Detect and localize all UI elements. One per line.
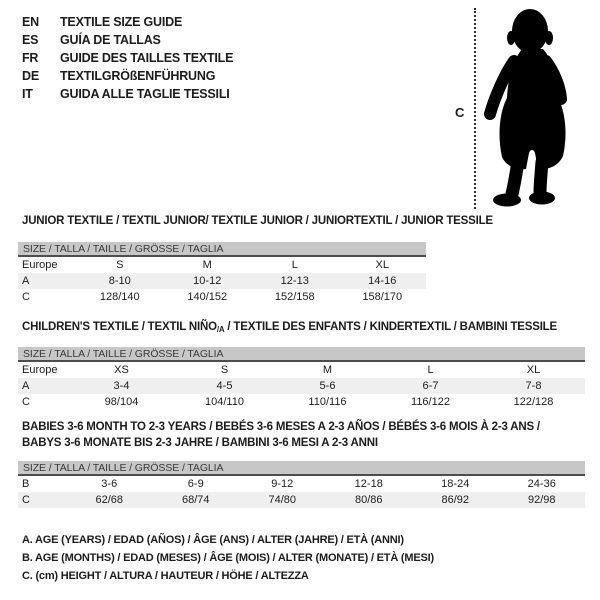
row-label: B: [22, 478, 30, 490]
language-code: FR: [22, 51, 39, 65]
table-row: [18, 273, 426, 289]
table-row: [18, 289, 426, 305]
table-cell: L: [291, 259, 298, 271]
table-cell: 110/116: [308, 396, 347, 408]
language-row-fr: [22, 49, 233, 67]
junior-section-title: JUNIOR TEXTILE / TEXTIL JUNIOR/ TEXTILE JUNIOR / JUNIORTEXTIL / JUNIOR TESSILE: [22, 215, 493, 227]
table-cell: 3-6: [101, 478, 118, 490]
table-cell: XL: [526, 364, 541, 376]
table-cell: 140/152: [187, 291, 228, 303]
language-label: GUIDA ALLE TAGLIE TESSILI: [60, 87, 230, 101]
table-cell: 3-4: [113, 380, 130, 392]
table-cell: 152/158: [274, 291, 315, 303]
legend-line-c: C. (cm) HEIGHT / ALTURA / HAUTEUR / HÖHE / ALTEZZA: [22, 570, 309, 582]
table-cell: M: [202, 259, 212, 271]
table-cell: XL: [375, 259, 389, 271]
table-cell: 9-12: [271, 478, 294, 490]
baby-silhouette-icon: [480, 4, 576, 209]
table-cell: S: [116, 259, 124, 271]
row-label: C: [22, 396, 30, 408]
table-cell: M: [322, 364, 333, 376]
language-code: DE: [22, 69, 39, 83]
children-title-pre: CHILDREN'S TEXTILE / TEXTIL NIÑO: [22, 321, 217, 333]
table-cell: 128/140: [99, 291, 140, 303]
table-cell: 68/74: [181, 494, 210, 506]
table-cell: 86/92: [441, 494, 470, 506]
table-cell: 12-18: [354, 478, 383, 490]
language-row-de: [22, 67, 233, 85]
language-row-en: [22, 13, 233, 31]
children-size-table: [18, 347, 585, 410]
table-cell: 62/68: [95, 494, 124, 506]
children-section-title: [22, 321, 557, 334]
legend: [22, 531, 434, 585]
children-title-post: / TEXTILE DES ENFANTS / KINDERTEXTIL / BAMBINI TESSILE: [224, 321, 557, 333]
junior-size-table: [18, 242, 426, 305]
table-cell: 4-5: [216, 380, 233, 392]
language-label: GUÍA DE TALLAS: [60, 33, 161, 47]
table-cell: 122/128: [513, 396, 554, 408]
children-size-header-bar: SIZE / TALLA / TAILLE / GRÖSSE / TAGLIA: [18, 347, 585, 362]
children-title-sub: /A: [216, 325, 225, 334]
babies-title-line1: BABIES 3-6 MONTH TO 2-3 YEARS / BEBÉS 3-6 MESES A 2-3 AÑOS / BÉBÉS 3-6 MOIS À 2-3 ANS /: [22, 421, 540, 433]
language-code: ES: [22, 33, 39, 47]
table-cell: L: [427, 364, 434, 376]
babies-section-title: [22, 419, 540, 451]
babies-size-header-bar: SIZE / TALLA / TAILLE / GRÖSSE / TAGLIA: [18, 461, 585, 476]
table-cell: 14-16: [368, 275, 397, 287]
table-row: [18, 476, 585, 492]
table-row: [18, 257, 426, 273]
table-cell: 10-12: [193, 275, 222, 287]
legend-line-a: A. AGE (YEARS) / EDAD (AÑOS) / ÂGE (ANS) / ALTER (JAHRE) / ETÀ (ANNI): [22, 534, 404, 546]
legend-line-b: B. AGE (MONTHS) / EDAD (MESES) / ÂGE (MOIS) / ALTER (MONATE) / ETÀ (MESI): [22, 552, 434, 564]
language-label: TEXTILE SIZE GUIDE: [60, 15, 183, 29]
table-cell: 98/104: [104, 396, 139, 408]
table-cell: 24-36: [527, 478, 556, 490]
table-cell: 6-7: [422, 380, 439, 392]
table-cell: 92/98: [527, 494, 556, 506]
table-cell: 5-6: [319, 380, 336, 392]
row-label: A: [22, 275, 30, 287]
table-cell: XS: [114, 364, 129, 376]
table-cell: 116/122: [411, 396, 450, 408]
table-row: [18, 394, 585, 410]
table-cell: 12-13: [280, 275, 309, 287]
row-label: A: [22, 380, 30, 392]
table-cell: 80/86: [354, 494, 383, 506]
language-list: [22, 13, 233, 103]
table-cell: 7-8: [525, 380, 542, 392]
height-measure-label: C: [455, 105, 465, 120]
table-cell: 18-24: [441, 478, 470, 490]
table-cell: 158/170: [362, 291, 403, 303]
language-row-es: [22, 31, 233, 49]
language-code: IT: [22, 87, 33, 101]
junior-size-header-bar: SIZE / TALLA / TAILLE / GRÖSSE / TAGLIA: [18, 242, 426, 257]
language-row-it: [22, 85, 233, 103]
babies-size-table: [18, 461, 585, 508]
table-row: [18, 378, 585, 394]
row-label: Europe: [22, 259, 58, 271]
row-label: C: [22, 291, 30, 303]
table-cell: 74/80: [268, 494, 297, 506]
babies-title-line2: BABYS 3-6 MONATE BIS 2-3 JAHRE / BAMBINI 3-6 MESI A 2-3 ANNI: [22, 437, 378, 449]
table-cell: S: [220, 364, 229, 376]
row-label: Europe: [22, 364, 58, 376]
table-cell: 104/110: [205, 396, 244, 408]
height-dotted-line: [474, 8, 476, 209]
language-label: TEXTILGRÖßENFÜHRUNG: [60, 69, 216, 83]
table-row: [18, 492, 585, 508]
language-label: GUIDE DES TAILLES TEXTILE: [60, 51, 234, 65]
table-cell: 6-9: [187, 478, 204, 490]
table-row: [18, 362, 585, 378]
table-cell: 8-10: [108, 275, 131, 287]
row-label: C: [22, 494, 30, 506]
language-code: EN: [22, 15, 39, 29]
